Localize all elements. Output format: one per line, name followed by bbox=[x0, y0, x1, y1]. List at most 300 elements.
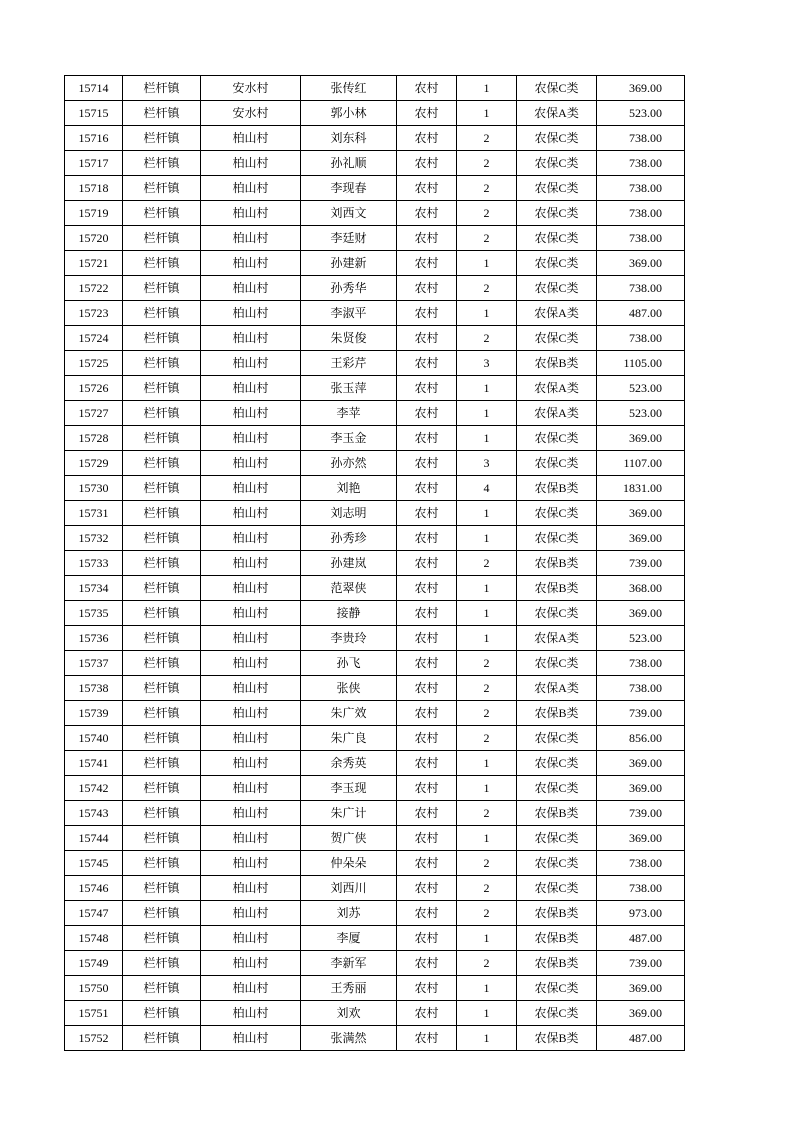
cell-count: 2 bbox=[457, 876, 517, 901]
table-row bbox=[65, 801, 685, 826]
cell-amount: 369.00 bbox=[597, 251, 685, 276]
cell-village: 柏山村 bbox=[201, 851, 301, 876]
cell-person: 李现春 bbox=[301, 176, 397, 201]
cell-village: 柏山村 bbox=[201, 351, 301, 376]
cell-person: 李新军 bbox=[301, 951, 397, 976]
cell-amount: 369.00 bbox=[597, 601, 685, 626]
cell-type: 农村 bbox=[397, 751, 457, 776]
cell-type: 农村 bbox=[397, 826, 457, 851]
cell-count: 2 bbox=[457, 676, 517, 701]
cell-id: 15723 bbox=[65, 301, 123, 326]
cell-town: 栏杆镇 bbox=[123, 776, 201, 801]
cell-category: 农保B类 bbox=[517, 351, 597, 376]
table-row bbox=[65, 901, 685, 926]
table-row bbox=[65, 651, 685, 676]
cell-village: 柏山村 bbox=[201, 301, 301, 326]
cell-id: 15743 bbox=[65, 801, 123, 826]
cell-category: 农保B类 bbox=[517, 901, 597, 926]
cell-count: 2 bbox=[457, 726, 517, 751]
cell-count: 2 bbox=[457, 851, 517, 876]
cell-id: 15727 bbox=[65, 401, 123, 426]
cell-id: 15717 bbox=[65, 151, 123, 176]
cell-village: 柏山村 bbox=[201, 451, 301, 476]
cell-type: 农村 bbox=[397, 651, 457, 676]
table-row bbox=[65, 851, 685, 876]
table-row bbox=[65, 351, 685, 376]
cell-village: 柏山村 bbox=[201, 501, 301, 526]
cell-town: 栏杆镇 bbox=[123, 626, 201, 651]
cell-amount: 523.00 bbox=[597, 376, 685, 401]
table-row bbox=[65, 626, 685, 651]
table-row bbox=[65, 826, 685, 851]
cell-id: 15731 bbox=[65, 501, 123, 526]
cell-category: 农保C类 bbox=[517, 451, 597, 476]
cell-town: 栏杆镇 bbox=[123, 226, 201, 251]
cell-count: 3 bbox=[457, 351, 517, 376]
cell-amount: 1831.00 bbox=[597, 476, 685, 501]
cell-category: 农保B类 bbox=[517, 551, 597, 576]
cell-village: 柏山村 bbox=[201, 201, 301, 226]
cell-category: 农保C类 bbox=[517, 1001, 597, 1026]
cell-type: 农村 bbox=[397, 76, 457, 101]
cell-town: 栏杆镇 bbox=[123, 401, 201, 426]
cell-village: 安水村 bbox=[201, 101, 301, 126]
cell-type: 农村 bbox=[397, 101, 457, 126]
cell-type: 农村 bbox=[397, 976, 457, 1001]
cell-amount: 369.00 bbox=[597, 976, 685, 1001]
cell-person: 张满然 bbox=[301, 1026, 397, 1051]
table-row bbox=[65, 601, 685, 626]
table-row bbox=[65, 276, 685, 301]
table-row bbox=[65, 676, 685, 701]
table-row bbox=[65, 1026, 685, 1051]
cell-id: 15730 bbox=[65, 476, 123, 501]
cell-category: 农保A类 bbox=[517, 301, 597, 326]
cell-category: 农保C类 bbox=[517, 651, 597, 676]
cell-id: 15719 bbox=[65, 201, 123, 226]
cell-amount: 738.00 bbox=[597, 676, 685, 701]
cell-id: 15729 bbox=[65, 451, 123, 476]
cell-town: 栏杆镇 bbox=[123, 176, 201, 201]
cell-id: 15748 bbox=[65, 926, 123, 951]
cell-village: 柏山村 bbox=[201, 601, 301, 626]
cell-count: 2 bbox=[457, 201, 517, 226]
cell-amount: 523.00 bbox=[597, 401, 685, 426]
cell-category: 农保A类 bbox=[517, 101, 597, 126]
cell-town: 栏杆镇 bbox=[123, 701, 201, 726]
cell-type: 农村 bbox=[397, 451, 457, 476]
cell-category: 农保C类 bbox=[517, 76, 597, 101]
cell-person: 朱广计 bbox=[301, 801, 397, 826]
cell-amount: 738.00 bbox=[597, 126, 685, 151]
cell-id: 15746 bbox=[65, 876, 123, 901]
cell-amount: 369.00 bbox=[597, 1001, 685, 1026]
cell-person: 李苹 bbox=[301, 401, 397, 426]
cell-type: 农村 bbox=[397, 176, 457, 201]
cell-village: 安水村 bbox=[201, 76, 301, 101]
cell-town: 栏杆镇 bbox=[123, 751, 201, 776]
table-row bbox=[65, 301, 685, 326]
cell-count: 2 bbox=[457, 951, 517, 976]
table-row bbox=[65, 101, 685, 126]
cell-person: 孙建岚 bbox=[301, 551, 397, 576]
cell-amount: 369.00 bbox=[597, 426, 685, 451]
cell-id: 15742 bbox=[65, 776, 123, 801]
cell-village: 柏山村 bbox=[201, 951, 301, 976]
cell-type: 农村 bbox=[397, 126, 457, 151]
cell-category: 农保C类 bbox=[517, 326, 597, 351]
cell-count: 1 bbox=[457, 426, 517, 451]
cell-village: 柏山村 bbox=[201, 526, 301, 551]
cell-amount: 369.00 bbox=[597, 526, 685, 551]
cell-village: 柏山村 bbox=[201, 801, 301, 826]
cell-town: 栏杆镇 bbox=[123, 326, 201, 351]
cell-village: 柏山村 bbox=[201, 476, 301, 501]
cell-town: 栏杆镇 bbox=[123, 851, 201, 876]
cell-category: 农保C类 bbox=[517, 276, 597, 301]
cell-count: 1 bbox=[457, 301, 517, 326]
cell-type: 农村 bbox=[397, 601, 457, 626]
cell-type: 农村 bbox=[397, 201, 457, 226]
cell-id: 15733 bbox=[65, 551, 123, 576]
cell-town: 栏杆镇 bbox=[123, 526, 201, 551]
table-row bbox=[65, 476, 685, 501]
cell-id: 15737 bbox=[65, 651, 123, 676]
cell-village: 柏山村 bbox=[201, 776, 301, 801]
cell-type: 农村 bbox=[397, 526, 457, 551]
table-row bbox=[65, 176, 685, 201]
cell-category: 农保A类 bbox=[517, 376, 597, 401]
cell-person: 李贵玲 bbox=[301, 626, 397, 651]
cell-type: 农村 bbox=[397, 676, 457, 701]
cell-person: 朱贤俊 bbox=[301, 326, 397, 351]
cell-count: 1 bbox=[457, 501, 517, 526]
cell-person: 接静 bbox=[301, 601, 397, 626]
table-row bbox=[65, 876, 685, 901]
cell-town: 栏杆镇 bbox=[123, 801, 201, 826]
cell-person: 李厦 bbox=[301, 926, 397, 951]
cell-village: 柏山村 bbox=[201, 676, 301, 701]
cell-type: 农村 bbox=[397, 501, 457, 526]
cell-person: 刘东科 bbox=[301, 126, 397, 151]
cell-amount: 738.00 bbox=[597, 876, 685, 901]
cell-person: 孙秀华 bbox=[301, 276, 397, 301]
cell-type: 农村 bbox=[397, 576, 457, 601]
cell-amount: 368.00 bbox=[597, 576, 685, 601]
cell-type: 农村 bbox=[397, 226, 457, 251]
cell-person: 孙飞 bbox=[301, 651, 397, 676]
cell-id: 15751 bbox=[65, 1001, 123, 1026]
cell-amount: 487.00 bbox=[597, 1026, 685, 1051]
cell-count: 2 bbox=[457, 801, 517, 826]
cell-person: 李玉金 bbox=[301, 426, 397, 451]
cell-person: 刘苏 bbox=[301, 901, 397, 926]
cell-town: 栏杆镇 bbox=[123, 101, 201, 126]
cell-village: 柏山村 bbox=[201, 576, 301, 601]
cell-count: 1 bbox=[457, 601, 517, 626]
cell-village: 柏山村 bbox=[201, 751, 301, 776]
cell-type: 农村 bbox=[397, 326, 457, 351]
cell-person: 刘西川 bbox=[301, 876, 397, 901]
cell-id: 15736 bbox=[65, 626, 123, 651]
cell-count: 1 bbox=[457, 826, 517, 851]
table-row bbox=[65, 726, 685, 751]
cell-person: 李廷财 bbox=[301, 226, 397, 251]
table-row bbox=[65, 76, 685, 101]
table-row bbox=[65, 501, 685, 526]
cell-category: 农保C类 bbox=[517, 501, 597, 526]
cell-count: 1 bbox=[457, 526, 517, 551]
cell-town: 栏杆镇 bbox=[123, 951, 201, 976]
cell-amount: 738.00 bbox=[597, 326, 685, 351]
cell-amount: 738.00 bbox=[597, 201, 685, 226]
cell-person: 孙礼顺 bbox=[301, 151, 397, 176]
cell-amount: 738.00 bbox=[597, 151, 685, 176]
cell-category: 农保C类 bbox=[517, 201, 597, 226]
table-row bbox=[65, 201, 685, 226]
cell-amount: 856.00 bbox=[597, 726, 685, 751]
table-row bbox=[65, 551, 685, 576]
benefits-table bbox=[64, 75, 685, 1051]
cell-id: 15749 bbox=[65, 951, 123, 976]
cell-id: 15739 bbox=[65, 701, 123, 726]
cell-town: 栏杆镇 bbox=[123, 1001, 201, 1026]
cell-id: 15744 bbox=[65, 826, 123, 851]
cell-person: 刘艳 bbox=[301, 476, 397, 501]
cell-type: 农村 bbox=[397, 1001, 457, 1026]
cell-amount: 523.00 bbox=[597, 626, 685, 651]
cell-id: 15721 bbox=[65, 251, 123, 276]
cell-town: 栏杆镇 bbox=[123, 501, 201, 526]
cell-person: 孙亦然 bbox=[301, 451, 397, 476]
cell-type: 农村 bbox=[397, 776, 457, 801]
cell-town: 栏杆镇 bbox=[123, 76, 201, 101]
cell-person: 李玉现 bbox=[301, 776, 397, 801]
cell-category: 农保B类 bbox=[517, 1026, 597, 1051]
cell-category: 农保B类 bbox=[517, 476, 597, 501]
cell-id: 15732 bbox=[65, 526, 123, 551]
cell-type: 农村 bbox=[397, 801, 457, 826]
cell-id: 15740 bbox=[65, 726, 123, 751]
cell-town: 栏杆镇 bbox=[123, 551, 201, 576]
cell-category: 农保C类 bbox=[517, 726, 597, 751]
cell-count: 2 bbox=[457, 176, 517, 201]
cell-category: 农保C类 bbox=[517, 526, 597, 551]
cell-category: 农保C类 bbox=[517, 876, 597, 901]
cell-person: 王秀丽 bbox=[301, 976, 397, 1001]
cell-count: 1 bbox=[457, 376, 517, 401]
cell-person: 刘西文 bbox=[301, 201, 397, 226]
cell-category: 农保A类 bbox=[517, 676, 597, 701]
cell-amount: 523.00 bbox=[597, 101, 685, 126]
cell-category: 农保A类 bbox=[517, 401, 597, 426]
table-row bbox=[65, 251, 685, 276]
cell-village: 柏山村 bbox=[201, 126, 301, 151]
cell-category: 农保C类 bbox=[517, 126, 597, 151]
cell-town: 栏杆镇 bbox=[123, 426, 201, 451]
cell-type: 农村 bbox=[397, 251, 457, 276]
cell-amount: 487.00 bbox=[597, 301, 685, 326]
table-row bbox=[65, 776, 685, 801]
cell-village: 柏山村 bbox=[201, 551, 301, 576]
cell-count: 2 bbox=[457, 276, 517, 301]
table-row bbox=[65, 451, 685, 476]
table-row bbox=[65, 151, 685, 176]
cell-type: 农村 bbox=[397, 851, 457, 876]
cell-type: 农村 bbox=[397, 926, 457, 951]
cell-count: 2 bbox=[457, 326, 517, 351]
table-row bbox=[65, 1001, 685, 1026]
cell-amount: 369.00 bbox=[597, 751, 685, 776]
cell-amount: 739.00 bbox=[597, 551, 685, 576]
cell-village: 柏山村 bbox=[201, 901, 301, 926]
cell-town: 栏杆镇 bbox=[123, 1026, 201, 1051]
cell-count: 2 bbox=[457, 651, 517, 676]
cell-village: 柏山村 bbox=[201, 826, 301, 851]
cell-person: 郭小林 bbox=[301, 101, 397, 126]
table-row bbox=[65, 751, 685, 776]
table-row bbox=[65, 976, 685, 1001]
cell-category: 农保A类 bbox=[517, 626, 597, 651]
cell-amount: 738.00 bbox=[597, 276, 685, 301]
cell-village: 柏山村 bbox=[201, 701, 301, 726]
cell-type: 农村 bbox=[397, 401, 457, 426]
cell-type: 农村 bbox=[397, 426, 457, 451]
cell-village: 柏山村 bbox=[201, 226, 301, 251]
cell-village: 柏山村 bbox=[201, 326, 301, 351]
cell-person: 王彩芹 bbox=[301, 351, 397, 376]
cell-amount: 973.00 bbox=[597, 901, 685, 926]
cell-count: 2 bbox=[457, 126, 517, 151]
cell-count: 1 bbox=[457, 401, 517, 426]
cell-type: 农村 bbox=[397, 476, 457, 501]
cell-category: 农保B类 bbox=[517, 576, 597, 601]
cell-village: 柏山村 bbox=[201, 1026, 301, 1051]
cell-amount: 369.00 bbox=[597, 501, 685, 526]
cell-person: 张传红 bbox=[301, 76, 397, 101]
cell-category: 农保B类 bbox=[517, 701, 597, 726]
cell-category: 农保B类 bbox=[517, 926, 597, 951]
cell-id: 15745 bbox=[65, 851, 123, 876]
cell-village: 柏山村 bbox=[201, 251, 301, 276]
cell-type: 农村 bbox=[397, 951, 457, 976]
cell-person: 李淑平 bbox=[301, 301, 397, 326]
cell-count: 1 bbox=[457, 101, 517, 126]
table-row bbox=[65, 426, 685, 451]
cell-amount: 738.00 bbox=[597, 176, 685, 201]
cell-category: 农保C类 bbox=[517, 976, 597, 1001]
cell-village: 柏山村 bbox=[201, 926, 301, 951]
cell-village: 柏山村 bbox=[201, 626, 301, 651]
cell-town: 栏杆镇 bbox=[123, 601, 201, 626]
cell-id: 15718 bbox=[65, 176, 123, 201]
cell-id: 15747 bbox=[65, 901, 123, 926]
cell-person: 张侠 bbox=[301, 676, 397, 701]
cell-amount: 738.00 bbox=[597, 851, 685, 876]
cell-count: 2 bbox=[457, 151, 517, 176]
cell-village: 柏山村 bbox=[201, 651, 301, 676]
cell-count: 1 bbox=[457, 626, 517, 651]
cell-village: 柏山村 bbox=[201, 151, 301, 176]
cell-village: 柏山村 bbox=[201, 426, 301, 451]
cell-town: 栏杆镇 bbox=[123, 251, 201, 276]
cell-id: 15724 bbox=[65, 326, 123, 351]
cell-category: 农保B类 bbox=[517, 951, 597, 976]
cell-amount: 1105.00 bbox=[597, 351, 685, 376]
cell-count: 2 bbox=[457, 226, 517, 251]
table-row bbox=[65, 576, 685, 601]
cell-id: 15722 bbox=[65, 276, 123, 301]
cell-town: 栏杆镇 bbox=[123, 301, 201, 326]
cell-village: 柏山村 bbox=[201, 726, 301, 751]
cell-type: 农村 bbox=[397, 701, 457, 726]
cell-amount: 369.00 bbox=[597, 76, 685, 101]
cell-town: 栏杆镇 bbox=[123, 476, 201, 501]
table-row bbox=[65, 401, 685, 426]
cell-village: 柏山村 bbox=[201, 1001, 301, 1026]
cell-count: 1 bbox=[457, 751, 517, 776]
cell-count: 1 bbox=[457, 251, 517, 276]
cell-type: 农村 bbox=[397, 551, 457, 576]
cell-village: 柏山村 bbox=[201, 401, 301, 426]
cell-type: 农村 bbox=[397, 726, 457, 751]
cell-id: 15741 bbox=[65, 751, 123, 776]
cell-person: 张玉萍 bbox=[301, 376, 397, 401]
cell-category: 农保C类 bbox=[517, 426, 597, 451]
cell-amount: 487.00 bbox=[597, 926, 685, 951]
cell-id: 15720 bbox=[65, 226, 123, 251]
cell-category: 农保C类 bbox=[517, 601, 597, 626]
table-row bbox=[65, 376, 685, 401]
cell-id: 15728 bbox=[65, 426, 123, 451]
cell-town: 栏杆镇 bbox=[123, 976, 201, 1001]
cell-village: 柏山村 bbox=[201, 376, 301, 401]
cell-town: 栏杆镇 bbox=[123, 926, 201, 951]
cell-town: 栏杆镇 bbox=[123, 726, 201, 751]
cell-person: 范翠侠 bbox=[301, 576, 397, 601]
cell-count: 1 bbox=[457, 976, 517, 1001]
cell-id: 15714 bbox=[65, 76, 123, 101]
cell-count: 1 bbox=[457, 1026, 517, 1051]
cell-type: 农村 bbox=[397, 376, 457, 401]
cell-town: 栏杆镇 bbox=[123, 126, 201, 151]
table-row bbox=[65, 951, 685, 976]
table-row bbox=[65, 226, 685, 251]
cell-person: 刘志明 bbox=[301, 501, 397, 526]
cell-id: 15738 bbox=[65, 676, 123, 701]
cell-town: 栏杆镇 bbox=[123, 576, 201, 601]
cell-person: 贺广侠 bbox=[301, 826, 397, 851]
cell-type: 农村 bbox=[397, 351, 457, 376]
table-row bbox=[65, 126, 685, 151]
cell-id: 15726 bbox=[65, 376, 123, 401]
cell-id: 15750 bbox=[65, 976, 123, 1001]
cell-count: 2 bbox=[457, 701, 517, 726]
cell-amount: 738.00 bbox=[597, 226, 685, 251]
cell-type: 农村 bbox=[397, 901, 457, 926]
cell-category: 农保C类 bbox=[517, 151, 597, 176]
table-row bbox=[65, 326, 685, 351]
cell-count: 1 bbox=[457, 926, 517, 951]
cell-person: 仲朵朵 bbox=[301, 851, 397, 876]
table-row bbox=[65, 526, 685, 551]
benefits-table-body bbox=[65, 76, 685, 1051]
cell-town: 栏杆镇 bbox=[123, 676, 201, 701]
cell-category: 农保C类 bbox=[517, 176, 597, 201]
cell-town: 栏杆镇 bbox=[123, 651, 201, 676]
cell-id: 15725 bbox=[65, 351, 123, 376]
cell-person: 刘欢 bbox=[301, 1001, 397, 1026]
